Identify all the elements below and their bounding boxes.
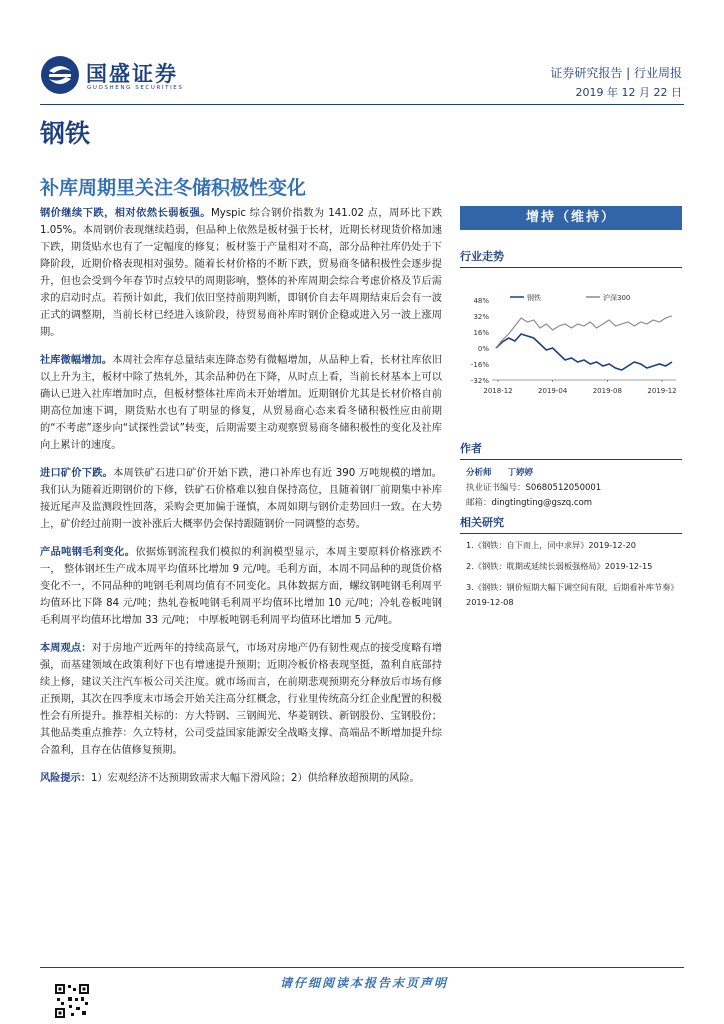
paragraph-margin	[40, 544, 442, 629]
analyst-email: 邮箱：dingtingting@gszq.com	[466, 498, 593, 508]
x-tick-label: 2019-12	[647, 387, 677, 395]
series-line-hs300	[496, 316, 672, 348]
paragraph-body: Myspic 综合钢价指数为 141.02 点，周环比下跌 1.05%。本周钢价表现继续趋弱，但品种上依然是板材强于长材，近期长材现货价格加速下跌，期货贴水也有了一定幅度的修复；板材鉴于产量相对不高，部分品种社库仍处于下降阶段，近期价格表现相对强势。随着长材价格的不断下跌，贸易商冬储积极性会逐步提升，但也会受到今年春节时点较早的周期影响，整体的补库周期会综合考虑价格及节后需求的启动时点。若预计如此，我们依旧坚持前期判断，即钢价自去年周期结束后会有一波正式的调整期，当前长材已经进入该阶段，待贸易商补库时钢价企稳或进入另一波上涨周期。	[40, 208, 443, 338]
analyst-block	[466, 466, 682, 511]
report-type: 证券研究报告 | 行业周报	[550, 66, 682, 80]
series-line-steel	[496, 334, 672, 370]
y-tick-label: -16%	[470, 361, 489, 369]
y-tick-label: -32%	[470, 377, 489, 385]
analyst-name: 丁婷婷	[507, 468, 534, 478]
report-date: 2019 年 12 月 22 日	[575, 86, 682, 99]
paragraph-lead: 进口矿价下跌。	[40, 468, 114, 479]
paragraph-lead: 风险提示：	[40, 773, 91, 784]
analyst-role: 分析师	[466, 468, 492, 478]
brand-name-cn: 国盛证券	[86, 62, 178, 86]
y-tick-label: 32%	[473, 313, 489, 321]
legend-label: 沪深300	[603, 294, 631, 302]
y-tick-label: 16%	[473, 329, 489, 337]
y-tick-label: 48%	[473, 297, 489, 305]
report-body	[40, 205, 442, 798]
paragraph-risk	[40, 770, 442, 787]
legend-label: 钢铁	[527, 294, 541, 302]
related-item[interactable]: 3.《钢铁：钢价短期大幅下调空间有限，后期看补库节奏》2019-12-08	[466, 582, 679, 607]
paragraph-lead: 钢价继续下跌，相对依然长弱板强。	[40, 208, 211, 219]
author-heading: 作者	[460, 440, 682, 460]
paragraph-lead: 产品吨钢毛利变化。	[40, 547, 136, 558]
x-tick-label: 2018-12	[483, 387, 513, 395]
sector-title: 钢铁	[40, 119, 91, 148]
report-headline: 补库周期里关注冬储积极性变化	[40, 177, 307, 199]
analyst-name-row	[466, 466, 682, 481]
paragraph-inventory	[40, 352, 442, 454]
qr-code-icon	[54, 983, 90, 1019]
header-divider	[40, 104, 684, 105]
paragraph-body: 本周社会库存总量结束连降态势有微幅增加，从品种上看，长材社库依旧以上升为主，板材中除了热轧外，其余品种仍在下降，从时点上看，当前长材基本上可以确认已进入社库增加时点，但板材整体社库尚未开始增加。近期钢价尤其是长材价格自前期高位加速下调，期货贴水也有了明显的修复，从贸易商心态来看冬储积极性应由前期的“不考虑”逐步向“试探性尝试”转变，后期需要主动观察贸易商冬储积极性的变化及社库向上累计的速度。	[40, 355, 443, 451]
rating-badge: 增持（维持）	[460, 206, 682, 230]
y-tick-label: 0%	[477, 345, 489, 353]
paragraph-body: 1）宏观经济不达预期致需求大幅下滑风险；2）供给释放超预期的风险。	[90, 773, 420, 784]
paragraph-lead: 社库微幅增加。	[40, 355, 113, 366]
brand-logo	[40, 55, 190, 97]
paragraph-lead: 本周观点：	[40, 643, 92, 654]
related-heading: 相关研究	[460, 514, 682, 534]
footer-disclaimer: 请仔细阅读本报告末页声明	[280, 976, 449, 990]
analyst-license: 执业证书编号：S0680512050001	[466, 483, 602, 493]
analyst-email-link[interactable]: dingtingting@gszq.com	[491, 498, 593, 508]
related-item[interactable]: 1.《钢铁：自下而上，同中求异》2019-12-20	[466, 540, 637, 550]
paragraph-body: 本周铁矿石进口矿价开始下跌，港口补库也有近 390 万吨规模的增加。我们认为随着近期钢价的下修，铁矿石价格难以独自保持高位，且随着钢厂前期集中补库接近尾声及监测段性回落，采购会更加偏于谨慎，本周如期与钢价走势回归一致。在大势上，矿价经过前期一波补涨后大概率仍会保持跟随钢价一同调整的态势。	[40, 468, 442, 530]
related-item[interactable]: 2.《钢铁：耽期或延续长弱板强格局》2019-12-15	[466, 561, 653, 571]
guosheng-logo-icon	[40, 55, 80, 95]
brand-name-en: GUOSHENG SECURITIES	[87, 85, 184, 91]
trend-chart	[462, 294, 682, 404]
footer-divider	[40, 967, 684, 968]
paragraph-body: 对于房地产近两年的持续高景气，市场对房地产仍有韧性观点的接受度略有增强，而基建领域在政策利好下也有增速提升预期；近期冷板价格表现坚挺，盈利自底部持续上修，建议关注汽车板公司关注度。就市场而言，在前期悲观预期充分释放后市场有修正预期，其次在四季度末市场会开始关注高分红概念，行业里传统高分红企业配置的积极性会有所提升。推荐相关标的：方大特钢、三钢闽光、华菱钢铁、新钢股份、宝钢股份；其他品类重点推荐：久立特材，公司受益国家能源安全战略支撑、高端品不断增加提升综合盈利，且存在估值修复预期。	[40, 643, 443, 756]
paragraph-ore	[40, 465, 442, 533]
x-tick-label: 2019-04	[538, 387, 568, 395]
paragraph-body: 依据炼钢流程我们模拟的利润模型显示，本周主要原料价格涨跌不一， 整体钢坯生产成本周平均值环比增加 9 元/吨。毛利方面，本周不同品种的现货价格变化不一，不同品种的吨钢毛利周均值有不同变化。具体数据方面，螺纹钢吨钢毛利周平均值环比下降 84 元/吨；热轧卷板吨钢毛利周平均值环比增加 10 元/吨；冷轧卷板吨钢毛利周平均值环比增加 33 元/吨； 中厚板吨钢毛利周平均值环比增加 5 元/吨。	[40, 547, 443, 626]
x-tick-label: 2019-08	[592, 387, 622, 395]
trend-heading: 行业走势	[460, 248, 682, 268]
related-list	[466, 538, 682, 616]
paragraph-view	[40, 640, 442, 759]
paragraph-price	[40, 205, 442, 341]
